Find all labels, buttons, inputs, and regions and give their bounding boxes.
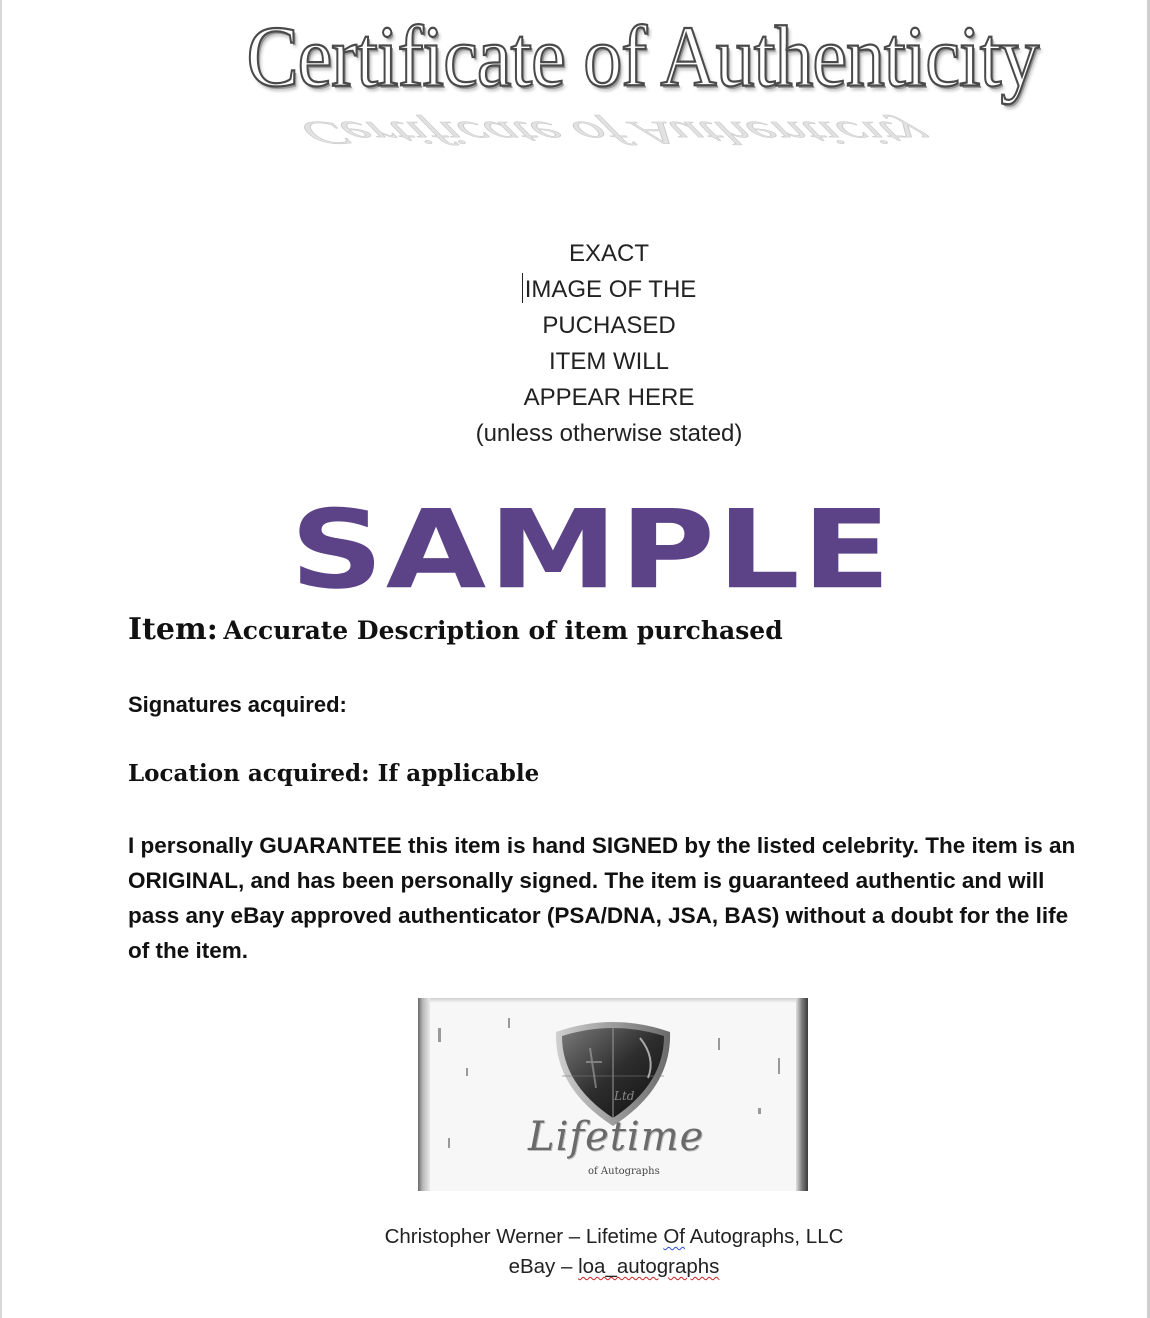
image-placeholder[interactable] xyxy=(0,236,1150,452)
item-value: Accurate Description of item purchased xyxy=(223,616,783,645)
logo-speck xyxy=(438,1028,441,1042)
logo-speck xyxy=(508,1018,510,1028)
item-line xyxy=(128,612,783,647)
footer-line-1: Christopher Werner – Lifetime Of Autographs, LLC xyxy=(384,1225,844,1248)
certificate-title: Certificate of Authenticity xyxy=(246,7,1039,105)
footer-of-word[interactable]: Of xyxy=(663,1225,685,1248)
placeholder-line: ITEM WILL xyxy=(548,348,669,375)
logo-speck xyxy=(758,1108,761,1114)
logo-sub-text: of Autographs xyxy=(588,1166,660,1177)
logo-top-edge xyxy=(418,998,808,1003)
svg-text:Ltd: Ltd xyxy=(614,1089,635,1103)
placeholder-line: (unless otherwise stated) xyxy=(475,420,743,447)
text-cursor xyxy=(522,273,523,303)
logo-speck xyxy=(448,1138,450,1148)
placeholder-line: IMAGE OF THE xyxy=(68,272,1150,308)
guarantee-paragraph: I personally GUARANTEE this item is hand SIGNED by the listed celebrity. The item is an ORIGINAL, and has been personally signed. The item is guaranteed authentic and will pass any eBay approved authenticator (PSA/DNA, JSA, BAS) without a doubt for the life of the item. xyxy=(128,833,1076,963)
page-edge-left xyxy=(0,0,2,1318)
location-line xyxy=(128,760,539,787)
logo-speck xyxy=(718,1038,720,1050)
location-value: If applicable xyxy=(377,760,540,787)
location-label: Location acquired: xyxy=(128,760,370,787)
certificate-title-reflection: Certificate of Authenticity xyxy=(292,114,939,151)
sample-watermark: SAMPLE xyxy=(290,486,893,613)
placeholder-line: EXACT xyxy=(568,240,649,267)
signatures-label: Signatures acquired: xyxy=(128,692,347,717)
logo-speck xyxy=(778,1058,780,1074)
company-logo xyxy=(418,998,808,1191)
logo-script-text: Lifetime xyxy=(528,1114,705,1160)
logo-frame-left xyxy=(418,998,430,1191)
logo-speck xyxy=(466,1068,468,1076)
placeholder-line: PUCHASED xyxy=(542,312,676,339)
logo-frame-right xyxy=(796,998,808,1191)
placeholder-line: APPEAR HERE xyxy=(523,384,695,411)
item-label: Item: xyxy=(128,612,218,647)
footer-line-2: eBay – loa_autographs xyxy=(508,1255,720,1278)
footer xyxy=(0,1222,1150,1282)
footer-ebay-handle[interactable]: loa_autographs xyxy=(578,1255,720,1278)
